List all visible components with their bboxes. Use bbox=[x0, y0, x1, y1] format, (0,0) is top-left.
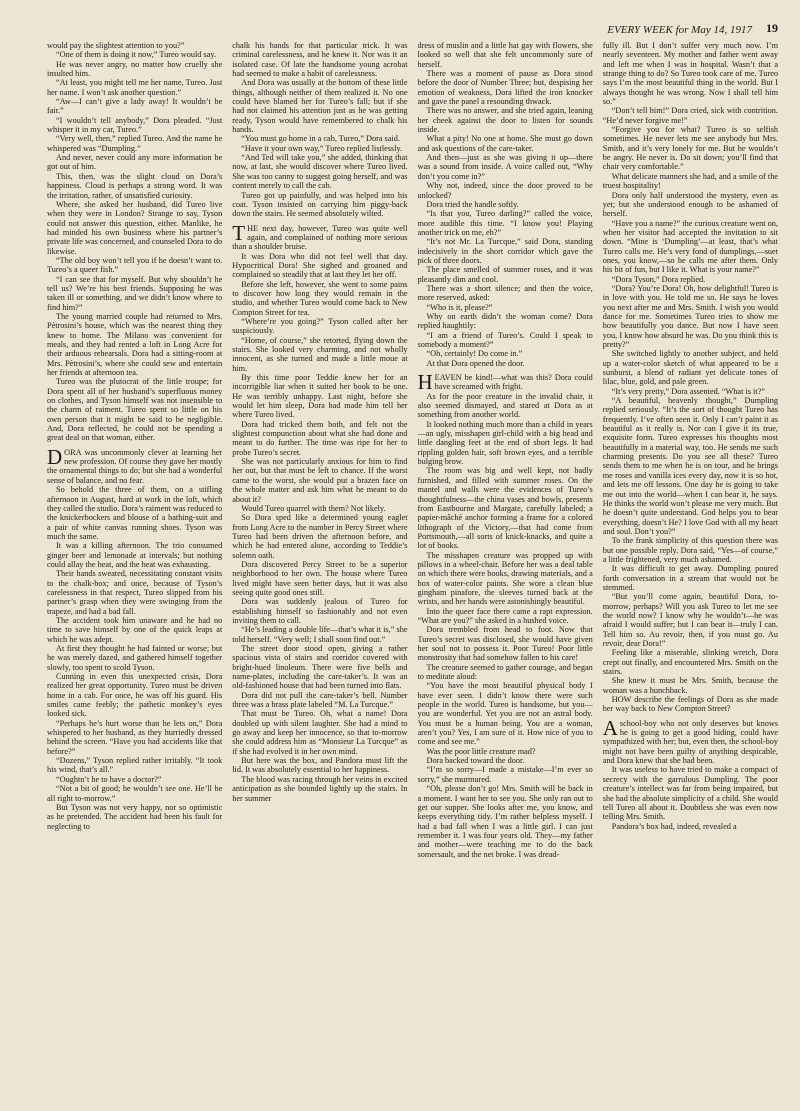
text-column-1 bbox=[47, 41, 222, 1101]
paragraph: HEAVEN be kind!—what was this? Dora could have screamed with fright. bbox=[417, 370, 593, 395]
paragraph: “It’s very pretty,” Dora assented. “What is it?” bbox=[611, 386, 765, 396]
paragraph: “Perhaps he’s hurt worse than he lets on,” Dora whispered to her husband, as they hurriedly dressed behind the screen. “Have you had accidents like that before?” bbox=[47, 718, 223, 756]
paragraph: As for the poor creature in the invalid chair, it also seemed dismayed, and stared at Dora as at something from another world. bbox=[417, 391, 593, 420]
paragraph: “Have you a name?” the curious creature went on, when her visitor had accepted the invitation to sit down. “Mine is ‘Dumpling’—at least, that’s what Tureo calls me. He’s very fond of dumplings,—suet ones, you know,—so he calls me after them. Only his bit of fun, but I like it. What is your name?” bbox=[602, 218, 778, 275]
paragraph: “Is that you, Tureo darling?” called the voice, more audible this time. “I know you! Playing another trick on me, eh?” bbox=[417, 209, 593, 237]
paragraph: What a pity! No one at home. She must go down and ask questions of the care-taker. bbox=[417, 134, 593, 153]
paragraph: The creature seemed to gather courage, and began to meditate aloud: bbox=[417, 662, 593, 682]
paragraph: “You have the most beautiful physical body I have ever seen. I didn’t know there were such people in the world. Tureo is handsome, but you—you are wonderful. Yet you are not an astral body. You must be a human being. You are a woman, aren’t you? Yes, I am sure of it. How nice of you to come and see me.” bbox=[417, 681, 593, 747]
paragraph: Tureo got up painfully, and was helped into his coat. Tyson insisted on carrying him piggy-back down the stairs. He seemed absolutely wilted. bbox=[232, 190, 408, 219]
paragraph: But here was the box, and Pandora must lift the lid. It was absolutely essential to her happiness. bbox=[232, 756, 408, 775]
paragraph: She was not particularly anxious for him to find her out, but that must be left to chance. If the worst came to the worst, she would put a brazen face on the whole matter and ask him what he meant to do about it? bbox=[232, 457, 408, 504]
paragraph: She switched lightly to another subject, and held up a water-color sketch of what appeared to be a sunburst, a blend of radiant yet delicate tones of lilac, blue, gold, and pale green. bbox=[602, 349, 778, 387]
paragraph: At that Dora opened the door. bbox=[426, 358, 525, 368]
paragraph: Feeling like a miserable, slinking wretch, Dora crept out finally, and encountered Mrs. Smith on the stairs. bbox=[602, 648, 778, 677]
paragraph: That must be Tureo. Oh, what a name! Dora doubled up with silent laughter. She had a mind to go away and keep her innocence, so that to-morrow she could address him as “Monsieur La Turcque” as if she had evolved it in her own mind. bbox=[232, 709, 408, 756]
paragraph: Tureo was the plutocrat of the little troupe; for Dora spent all of her husband’s superfluous money on clothes, and Tyson himself was not insensible to the charm of raiment. Tureo spent so little on his own person that it might be said to be negligible. And, Dora reflected, he could not be spending a great deal on that woman, either. bbox=[47, 377, 223, 443]
paragraph: Was the poor little creature mad? bbox=[426, 746, 536, 756]
paragraph: DORA was uncommonly clever at learning her new profession. Of course they gave her mostly the ornamental things to do; but she had a wonderful sense of balance, and no fear. bbox=[47, 444, 223, 485]
paragraph: “Oughtn’t he to have a doctor?” bbox=[56, 774, 162, 784]
paragraph: At first they thought he had fainted or worse; but he was merely dazed, and gathered himself together slowly, too spent to scold Tyson. bbox=[47, 644, 223, 672]
paragraph: To the frank simplicity of this question there was but one possible reply. Dora said, “Yes—of course,” a little frightened, very much ashamed. bbox=[602, 536, 778, 564]
paragraph: “Who is it, please?” bbox=[426, 302, 493, 312]
paragraph: Before she left, however, she went to some pains to discover how long they would remain in the studio, and whether Tureo would come back to New Compton Street for tea. bbox=[232, 279, 408, 317]
paragraph: So behold the three of them, on a stifling afternoon in August, hard at work in the loft, which they called the studio. Dora’s raiment was reduced to the knickerbockers and blouse of a bathing-suit and a pair of white canvas running shoes. Tyson was much the same. bbox=[47, 485, 223, 541]
paragraph: “Oh, please don’t go! Mrs. Smith will be back in a moment. I want her to see you. She only ran out to get our supper. She looks after me, you know, and keeps everything tidy. I’m rather helpless myself. I had a bad fall when I was a little girl. I can just remember it. I was four years old. They—my father and mother—were teaching me to do the back somersault, and the net broke. I was dread- bbox=[417, 784, 593, 859]
paragraph: “The old boy won’t tell you if he doesn’t want to. Tureo’s a queer fish.” bbox=[47, 255, 223, 275]
paragraph: “You must go home in a cab, Tureo,” Dora said. bbox=[241, 134, 400, 144]
paragraph: “A beautiful, heavenly thought,” Dumpling replied seriously. “It’s the sort of thought Tureo has frequently. I’ve often seen it. Only I can’t paint it as beautiful as it really is. Nor can I give it its true, exquisite form. Tureo expresses his thoughts most beautifully in a material way, too. He sends me such charming presents. Do you see all these? Tureo sends them to me when he is on tour, and he brings me roses and vanilla ices every day, now it is so hot, and lets me off lessons. One day he is going to take me out into the world—when I can bear it, he says. He thinks the world won’t please me very much. But he doesn’t quite understand. God helps you to bear everything, doesn’t He? I love God with all my heart and soul. Don’t you?” bbox=[602, 396, 778, 536]
paragraph: The blood was racing through her veins in excited anticipation as she bounded lightly up the stairs. In her summer bbox=[232, 774, 408, 803]
paragraph: Dora did not pull the care-taker’s bell. Number three was a brass plate labeled “M. La Turcque.” bbox=[232, 690, 408, 710]
paragraph: Cunning in even this unexpected crisis, Dora realized her great opportunity. Tureo must be driven home in a cab. For once, he was off his guard. His smiles came feebly; the pathetic monkey’s eyes looked sick. bbox=[47, 672, 223, 719]
paragraph: And Dora was usually at the bottom of these little things, although neither of them realized it. No one could have blamed her for Tureo’s fall; but if she had not claimed his attention just as he was getting ready, Tyson would have remembered to chalk his hands. bbox=[232, 78, 408, 135]
paragraph: Aschool-boy who not only deserves but knows he is going to get a good hiding, could have sympathized with her; but, even then, the school-boy might not have been guilty of anything despicable, and Dora knew that she had been. bbox=[602, 715, 778, 766]
paragraph: The misshapen creature was propped up with pillows in a wheel-chair. Before her was a deal table on which there were books, drawing materials, and a box of water-color paints. She wore a clean blue gingham pinafore, the sleeves turned back at the wrists, and her hands were astonishingly beautiful. bbox=[417, 550, 593, 607]
paragraph: “I am a friend of Tureo’s. Could I speak to somebody a moment?” bbox=[417, 330, 593, 349]
paragraph: “Dora Tyson,” Dora replied. bbox=[611, 274, 706, 284]
paragraph: There was a moment of pause as Dora stood before the door of Number Three; but, despising her emotion of weakness, Dora lifted the iron knocker and gave the panel a resounding thwack. bbox=[417, 69, 593, 107]
article-columns bbox=[47, 41, 778, 1101]
paragraph: HOW describe the feelings of Dora as she made her way back to New Compton Street? bbox=[602, 695, 778, 714]
publication-title: EVERY WEEK for May 14, 1917 bbox=[607, 24, 752, 36]
paragraph: It looked nothing much more than a child in years—an ugly, misshapen girl-child with a big head and little dangling feet at the end of short legs. It had rippling golden hair, soft brown eyes, and a terrible bulging brow. bbox=[417, 419, 593, 467]
paragraph: “Very well, then,” replied Tureo. And the name he whispered was “Dumpling.” bbox=[47, 134, 223, 153]
text-column-2 bbox=[232, 41, 407, 1101]
paragraph: “And Ted will take you,” she added, thinking that now, at last, she would discover where Tureo lived. She was too canny to suggest going herself, and was content merely to call the cab. bbox=[232, 153, 408, 191]
paragraph: This, then, was the slight cloud on Dora’s happiness. Cloud is perhaps a strong word. It was the irritation, rather, of unsatisfied curiosity. bbox=[47, 171, 223, 200]
paragraph: He was never angry, no matter how cruelly she insulted him. bbox=[47, 59, 223, 79]
paragraph: “I’m so sorry—I made a mistake—I’m ever so sorry,” she murmured. bbox=[417, 765, 593, 784]
paragraph: Dora had tricked them both, and felt not the slightest compunction about what she had done and meant to do further. The time was ripe for her to probe Tureo’s secret. bbox=[232, 419, 408, 457]
paragraph: “Dora? You’re Dora! Oh, how delightful! Tureo is in love with you. He told me so. He says he loves you next after me and Mrs. Smith. I wish you would dance for me. Sometimes Tureo tries to show me how beautifully you dance. But now I have seen you, I know how absurd he was. Do you think this is pretty?” bbox=[602, 283, 778, 349]
paragraph: Dora only half understood the mystery, even as yet; but she understood enough to be ashamed of herself. bbox=[602, 190, 778, 219]
paragraph: It was difficult to get away. Dumpling poured forth conversation in a stream that would not be stemmed. bbox=[602, 564, 778, 592]
paragraph: “Oh, certainly! Do come in.” bbox=[426, 349, 523, 359]
paragraph: Dora trembled from head to foot. Now that Tureo’s secret was disclosed, she would have given her soul not to possess it. Poor Tureo! Poor little monstrosity that had somehow fallen to his care! bbox=[417, 625, 593, 663]
paragraph: Dora tried the handle softly. bbox=[426, 199, 519, 209]
paragraph: “I can see that for myself. But why shouldn’t he tell us? We’re his best friends. Supposing he was taken ill or something, and we didn’t know where to find him?” bbox=[47, 274, 223, 312]
paragraph: Their hands sweated, necessitating constant visits to the chalk-box; and once, because of Tyson’s carelessness in that respect, Tureo slipped from his partner’s grasp when they were swinging from the trapeze, and had a bad fall. bbox=[47, 569, 223, 616]
paragraph: “But you’ll come again, beautiful Dora, to-morrow, perhaps? Will you ask Tureo to let me see the world now? I know why he wouldn’t—he was afraid I would suffer; but I can bear it—truly I can. Tell him so. Au revoir, then, if you must go. Au revoir, dear Dora!” bbox=[602, 592, 778, 648]
paragraph: “Have it your own way,” Tureo replied listlessly. bbox=[241, 143, 403, 153]
paragraph: The room was big and well kept, not badly furnished, and filled with summer roses. On the mantel and walls were the evidences of Tureo’s thoughtfulness—the china vases and bowls, presents from Eastbourne and Margate, carefully labeled; a papier-mâché anchor forming a frame for a colored lithograph of the Victory,—that had come from Portsmouth,—all sorts of knick-knacks, and quite a lot of books. bbox=[417, 466, 593, 551]
paragraph: “I wouldn’t tell anybody,” Dora pleaded. “Just whisper it in my car, Tureo.” bbox=[47, 115, 223, 135]
paragraph: Pandora’s box had, indeed, revealed a bbox=[611, 821, 737, 831]
paragraph: There was a short silence; and then the voice, more reserved, asked: bbox=[417, 283, 593, 303]
paragraph: By this time poor Teddie knew her for an incorrigible liar when it suited her book to be one. He was terribly unhappy. Last night, before she would let him sleep, Dora had made him tell her where Tureo lived. bbox=[232, 373, 408, 420]
paragraph: “Dozens,” Tyson replied rather irritably. “It took his wind, that’s all.” bbox=[47, 756, 223, 775]
paragraph: “Not a bit of good; he wouldn’t see one. He’ll be all right to-morrow.” bbox=[47, 784, 223, 803]
paragraph: It was useless to have tried to make a compact of secrecy with the garrulous Dumpling. The poor creature’s intellect was far from being impaired, but she had the absolute simplicity of a child. She would tell Tureo all about it. Doubtless she was even now telling Mrs. Smith. bbox=[602, 765, 778, 822]
paragraph: “It’s not Mr. La Turcque,” said Dora, standing indecisively in the short corridor which gave the pick of three doors. bbox=[417, 237, 593, 265]
paragraph: Would Tureo quarrel with them? Not likely. bbox=[241, 503, 386, 513]
page-number: 19 bbox=[766, 21, 778, 35]
paragraph: “Don’t tell him!” Dora cried, sick with contrition. “He’d never forgive me!” bbox=[602, 106, 778, 125]
paragraph: What delicate manners she had, and a smile of the truest hospitality! bbox=[602, 171, 778, 191]
paragraph: Dora backed toward the door. bbox=[426, 756, 525, 766]
paragraph: chalk his hands for that particular trick. It was criminal carelessness, and he knew it. Nor was it an isolated case. Of late the handsome young acrobat had seemed to make a habit of carelessness. bbox=[232, 41, 408, 79]
paragraph: The young married couple had returned to Mrs. Pètrosini’s house, which was the nearest thing they knew to home. The Milano was convenient for meals, and they had rented a loft in Long Acre for their arduous rehearsals. Dora had a sitting-room at Mrs. Pètrosini’s, where she could sew and entertain her friends at afternoon tea. bbox=[47, 311, 223, 378]
paragraph: Dora discovered Percy Street to be a superior neighborhood to her own. The house where Tureo lived might have seen better days, but it was also seeing quite good ones still. bbox=[232, 559, 408, 597]
paragraph: THE next day, however, Tureo was quite well again, and complained of nothing more serious than a shoulder bruise. bbox=[232, 220, 408, 252]
paragraph: “He’s leading a double life—that’s what it is,” she told herself. “Very well; I shall soon find out.” bbox=[232, 625, 408, 644]
paragraph: “Where’re you going?” Tyson called after her suspiciously. bbox=[232, 316, 408, 336]
text-column-3 bbox=[418, 41, 593, 1101]
paragraph: fully ill. But I don’t suffer very much now. I’m nearly seventeen. My mother and father went away and left me when I was in hospital. Wasn’t that a strange thing to do? So Tureo took care of me. Tureo says I’m the most beautiful thing in the world. But I always thought he was wrong. Now I shall tell him so.” bbox=[602, 41, 778, 107]
text-column-4 bbox=[603, 41, 778, 1101]
paragraph: “Home, of course,” she retorted, flying down the stairs. She looked very charming, and not wholly innocent, as she turned and made a little moue at him. bbox=[232, 335, 408, 373]
paragraph: And then—just as she was giving it up—there was a sound from inside. A voice called out, “Why don’t you come in?” bbox=[417, 153, 593, 181]
paragraph: Where, she asked her husband, did Tureo live when they were in London? Strange to say, Tyson could not answer this question, either. Manlike, he had minded his own business where his partner’s private life was concerned, and counseled Dora to do likewise. bbox=[47, 199, 223, 256]
paragraph: would pay the slightest attention to you?” bbox=[47, 41, 185, 50]
paragraph: Into the queer face there came a rapt expression. “What are you?” she asked in a hushed voice. bbox=[417, 606, 593, 625]
paragraph: Why not, indeed, since the door proved to be unlocked? bbox=[417, 181, 593, 200]
paragraph: “One of them is doing it now,” Tureo would say. bbox=[56, 50, 217, 60]
paragraph: And never, never could any more information be got out of him. bbox=[47, 153, 223, 172]
paragraph: There was no answer, and she tried again, leaning her cheek against the door to listen for sounds inside. bbox=[417, 106, 593, 135]
paragraph: It was Dora who did not feel well that day. Hypocritical Dora! She sighed and groaned and complained so steadily that at last they let her off. bbox=[232, 251, 408, 280]
paragraph: “At least, you might tell me her name, Tureo. Just her name. I won’t ask another question.” bbox=[47, 78, 223, 97]
paragraph: “Aw—I can’t give a lady away! It wouldn’t be fair.” bbox=[47, 97, 223, 116]
paragraph: So Dora sped like a determined young eaglet from Long Acre to the number in Percy Street where Tureo had been driven the afternoon before, and which he had entered alone, according to Teddie’s solemn oath. bbox=[232, 513, 408, 560]
paragraph: The accident took him unaware and he had no time to save himself by one of the quick leaps at which he was adept. bbox=[47, 615, 223, 644]
paragraph: “Forgive you for what? Tureo is so selfish sometimes. He never lets me see anybody but Mrs. Smith, and it’s very lonely for me. But he wouldn’t be angry. He never is. Do sit down; you’ll find that chair very comfortable.” bbox=[602, 125, 778, 172]
paragraph: Why on earth didn’t the woman come? Dora replied haughtily: bbox=[417, 311, 593, 331]
paragraph: But Tyson was not very happy, nor so optimistic as he pretended. The accident had been his fault for neglecting to bbox=[47, 802, 223, 831]
paragraph: The place smelled of summer roses, and it was pleasantly dim and cool. bbox=[417, 265, 593, 284]
running-header bbox=[47, 0, 778, 36]
paragraph: The street door stood open, giving a rather spacious vista of stairs and corridor covered with bright-hued linoleum. There were five bells and name-plates, including the care-taker’s. It was an old-fashioned house that had been turned into flats. bbox=[232, 644, 408, 691]
paragraph: It was a killing afternoon. The trio consumed ginger beer and lemonade at intervals; but nothing could allay the heat, and the heat was exhausting. bbox=[47, 541, 223, 569]
paragraph: She knew it must be Mrs. Smith, because the woman was a hunchback. bbox=[602, 676, 778, 695]
paragraph: dress of muslin and a little hat gay with flowers, she looked so well that she felt uncommonly sure of herself. bbox=[417, 41, 593, 69]
paragraph: Dora was suddenly jealous of Tureo for establishing himself so fashionably and not even inviting them to call. bbox=[232, 597, 408, 625]
